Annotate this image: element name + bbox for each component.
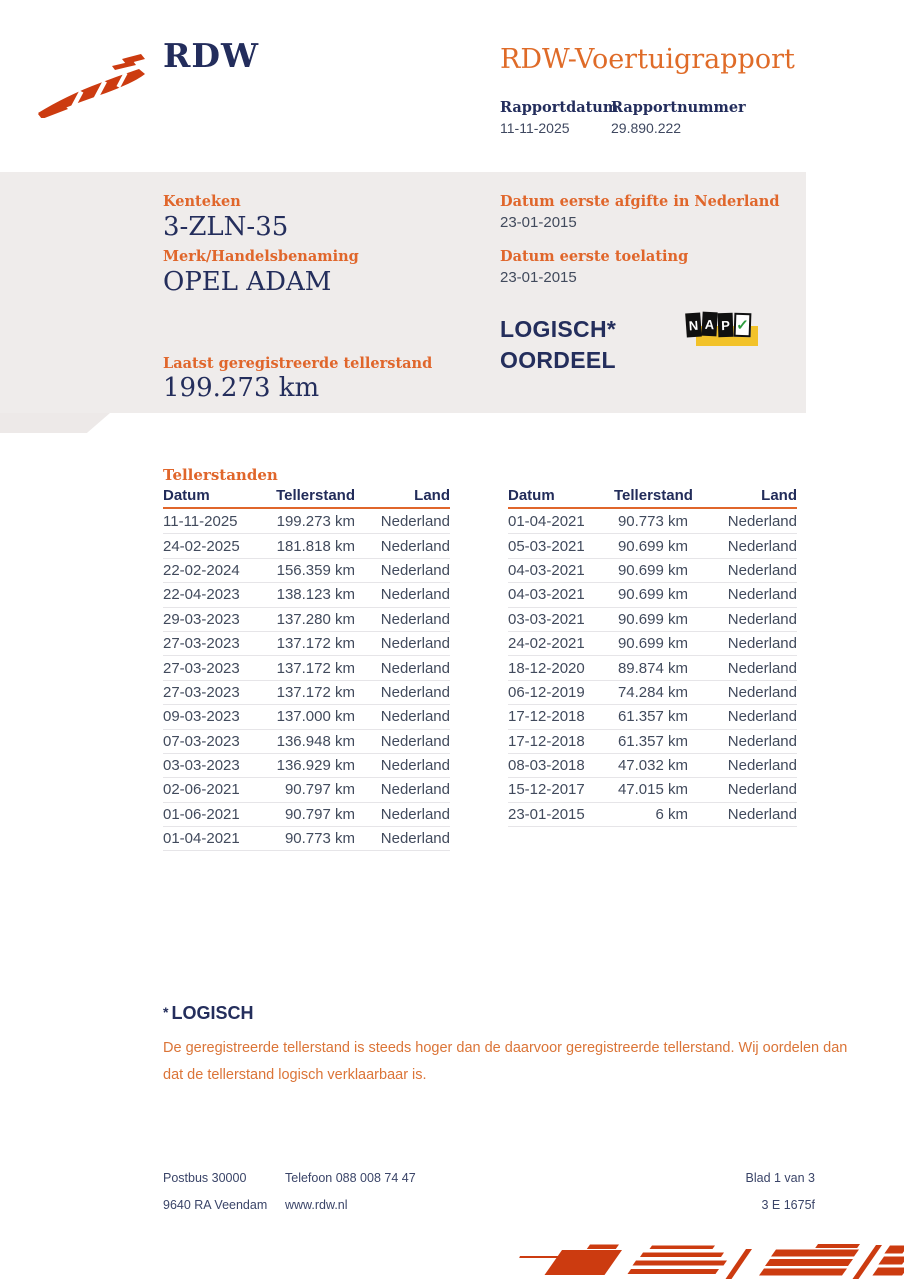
tellerstand-cell: 137.172 km [276, 635, 355, 653]
report-date-label: Rapportdatum [500, 99, 619, 116]
table-row [508, 582, 797, 606]
table-row [163, 607, 450, 631]
table-row [163, 631, 450, 655]
table-row [163, 802, 450, 826]
land-cell: Nederland [727, 561, 797, 579]
footer-page-indicator: Blad 1 van 3 [745, 1171, 815, 1185]
tellerstand-cell: 137.000 km [276, 708, 355, 726]
datum-cell: 02-06-2021 [163, 781, 240, 799]
table-row [163, 729, 450, 753]
column-header-datum: Datum [508, 487, 555, 504]
datum-cell: 22-04-2023 [163, 586, 240, 604]
nap-letter-a: A [701, 312, 717, 337]
footer-address-line2: 9640 RA Veendam [163, 1198, 268, 1212]
land-cell: Nederland [727, 781, 797, 799]
table-row [163, 704, 450, 728]
tellerstand-cell: 90.699 km [617, 561, 688, 579]
column-header-tellerstand: Tellerstand [276, 487, 355, 504]
land-cell: Nederland [380, 586, 450, 604]
tellerstand-cell: 90.773 km [284, 830, 355, 848]
column-header-land: Land [414, 487, 450, 504]
table-row [163, 680, 450, 704]
tellerstand-cell: 61.357 km [617, 708, 688, 726]
footnote-body-line2: dat de tellerstand logisch verklaarbaar is. [163, 1067, 427, 1083]
tellerstanden-table-right [508, 487, 797, 827]
nap-letter-p: P [718, 313, 734, 338]
land-cell: Nederland [727, 708, 797, 726]
tellerstand-cell: 90.699 km [617, 537, 688, 555]
tellerstand-cell: 136.948 km [276, 732, 355, 750]
tellerstand-cell: 90.699 km [617, 635, 688, 653]
datum-cell: 01-04-2021 [508, 512, 585, 530]
table-row [508, 607, 797, 631]
land-cell: Nederland [380, 610, 450, 628]
footnote-asterisk: * [163, 1004, 169, 1020]
land-cell: Nederland [727, 757, 797, 775]
land-cell: Nederland [380, 561, 450, 579]
nap-logo [686, 313, 760, 349]
tellerstand-value: 199.273 km [163, 373, 320, 403]
table-row [508, 753, 797, 777]
tellerstand-cell: 90.699 km [617, 586, 688, 604]
footnote-title: LOGISCH [171, 1003, 254, 1023]
land-cell: Nederland [380, 805, 450, 823]
footnote-body-line1: De geregistreerde tellerstand is steeds hoger dan de daarvoor geregistreerde tellerstand. Wij oordelen dan [163, 1040, 848, 1056]
datum-cell: 03-03-2021 [508, 610, 585, 628]
datum-cell: 27-03-2023 [163, 659, 240, 677]
land-cell: Nederland [727, 610, 797, 628]
tellerstand-cell: 199.273 km [276, 512, 355, 530]
datum-cell: 17-12-2018 [508, 708, 585, 726]
datum-cell: 04-03-2021 [508, 586, 585, 604]
table-row [508, 802, 797, 826]
merk-value: OPEL ADAM [163, 267, 332, 297]
kenteken-value: 3-ZLN-35 [163, 212, 289, 242]
nap-tiles [686, 313, 751, 337]
table-row [508, 729, 797, 753]
table-header-row [508, 487, 797, 509]
tellerstand-cell: 47.032 km [617, 757, 688, 775]
land-cell: Nederland [727, 586, 797, 604]
footnote-heading [163, 1003, 253, 1024]
tellerstanden-section-title: Tellerstanden [163, 466, 278, 484]
datum-cell: 22-02-2024 [163, 561, 240, 579]
tellerstand-cell: 137.172 km [276, 683, 355, 701]
land-cell: Nederland [380, 781, 450, 799]
table-body [163, 509, 450, 851]
toelating-value: 23-01-2015 [500, 269, 577, 286]
table-row [163, 655, 450, 679]
table-header-row [163, 487, 450, 509]
tellerstand-cell: 47.015 km [617, 781, 688, 799]
land-cell: Nederland [380, 659, 450, 677]
land-cell: Nederland [380, 635, 450, 653]
datum-cell: 01-04-2021 [163, 830, 240, 848]
tellerstand-cell: 89.874 km [617, 659, 688, 677]
rdw-speedlines-decoration [518, 1232, 904, 1280]
tellerstanden-table-left [163, 487, 450, 851]
table-row [508, 655, 797, 679]
tellerstand-cell: 74.284 km [617, 683, 688, 701]
land-cell: Nederland [380, 757, 450, 775]
footer-website: www.rdw.nl [285, 1198, 348, 1212]
afgifte-label: Datum eerste afgifte in Nederland [500, 193, 780, 210]
tellerstand-cell: 61.357 km [617, 732, 688, 750]
tellerstand-cell: 138.123 km [276, 586, 355, 604]
tellerstand-cell: 90.797 km [284, 805, 355, 823]
tellerstand-cell: 6 km [655, 805, 688, 823]
land-cell: Nederland [727, 537, 797, 555]
table-row [163, 533, 450, 557]
oordeel-text [500, 314, 616, 376]
tellerstand-cell: 181.818 km [276, 537, 355, 555]
datum-cell: 04-03-2021 [508, 561, 585, 579]
table-row [508, 631, 797, 655]
afgifte-value: 23-01-2015 [500, 214, 577, 231]
land-cell: Nederland [727, 659, 797, 677]
merk-label: Merk/Handelsbenaming [163, 248, 359, 265]
datum-cell: 07-03-2023 [163, 732, 240, 750]
page-title: RDW-Voertuigrapport [500, 44, 795, 75]
tellerstand-cell: 137.280 km [276, 610, 355, 628]
datum-cell: 24-02-2025 [163, 537, 240, 555]
column-header-land: Land [761, 487, 797, 504]
tellerstand-cell: 156.359 km [276, 561, 355, 579]
datum-cell: 23-01-2015 [508, 805, 585, 823]
datum-cell: 01-06-2021 [163, 805, 240, 823]
tellerstand-label: Laatst geregistreerde tellerstand [163, 355, 433, 372]
datum-cell: 27-03-2023 [163, 683, 240, 701]
footer-doc-code: 3 E 1675f [761, 1198, 815, 1212]
land-cell: Nederland [727, 635, 797, 653]
table-row [163, 753, 450, 777]
oordeel-line2: OORDEEL [500, 347, 616, 373]
table-body [508, 509, 797, 827]
tellerstand-cell: 136.929 km [276, 757, 355, 775]
datum-cell: 05-03-2021 [508, 537, 585, 555]
footnote-body [163, 1035, 847, 1089]
kenteken-label: Kenteken [163, 193, 241, 210]
datum-cell: 17-12-2018 [508, 732, 585, 750]
tellerstand-cell: 90.699 km [617, 610, 688, 628]
table-row [508, 558, 797, 582]
report-date-value: 11-11-2025 [500, 120, 570, 136]
table-row [163, 509, 450, 533]
land-cell: Nederland [380, 683, 450, 701]
datum-cell: 08-03-2018 [508, 757, 585, 775]
land-cell: Nederland [380, 732, 450, 750]
table-row [508, 777, 797, 801]
nap-letter-n: N [685, 313, 702, 338]
tellerstand-cell: 90.773 km [617, 512, 688, 530]
datum-cell: 09-03-2023 [163, 708, 240, 726]
tellerstand-cell: 90.797 km [284, 781, 355, 799]
land-cell: Nederland [727, 732, 797, 750]
datum-cell: 03-03-2023 [163, 757, 240, 775]
land-cell: Nederland [380, 512, 450, 530]
column-header-tellerstand: Tellerstand [614, 487, 693, 504]
land-cell: Nederland [727, 805, 797, 823]
rdw-feather-logo-icon [38, 50, 150, 118]
datum-cell: 06-12-2019 [508, 683, 585, 701]
rdw-wordmark: RDW [163, 36, 260, 75]
table-row [508, 704, 797, 728]
vehicle-panel-corner-decoration [0, 413, 110, 433]
footer-address-line1: Postbus 30000 [163, 1171, 247, 1185]
datum-cell: 29-03-2023 [163, 610, 240, 628]
table-row [163, 777, 450, 801]
oordeel-line1: LOGISCH* [500, 316, 617, 342]
datum-cell: 27-03-2023 [163, 635, 240, 653]
land-cell: Nederland [727, 683, 797, 701]
table-row [508, 509, 797, 533]
table-row [508, 533, 797, 557]
datum-cell: 18-12-2020 [508, 659, 585, 677]
datum-cell: 15-12-2017 [508, 781, 585, 799]
table-row [163, 558, 450, 582]
footer-phone: Telefoon 088 008 74 47 [285, 1171, 416, 1185]
tellerstand-cell: 137.172 km [276, 659, 355, 677]
toelating-label: Datum eerste toelating [500, 248, 689, 265]
land-cell: Nederland [727, 512, 797, 530]
report-number-value: 29.890.222 [611, 120, 682, 136]
table-row [163, 582, 450, 606]
datum-cell: 24-02-2021 [508, 635, 585, 653]
land-cell: Nederland [380, 537, 450, 555]
land-cell: Nederland [380, 830, 450, 848]
table-row [163, 826, 450, 850]
column-header-datum: Datum [163, 487, 210, 504]
land-cell: Nederland [380, 708, 450, 726]
nap-checkmark-icon: ✓ [734, 313, 752, 338]
datum-cell: 11-11-2025 [163, 512, 238, 530]
report-number-label: Rapportnummer [611, 99, 746, 116]
table-row [508, 680, 797, 704]
